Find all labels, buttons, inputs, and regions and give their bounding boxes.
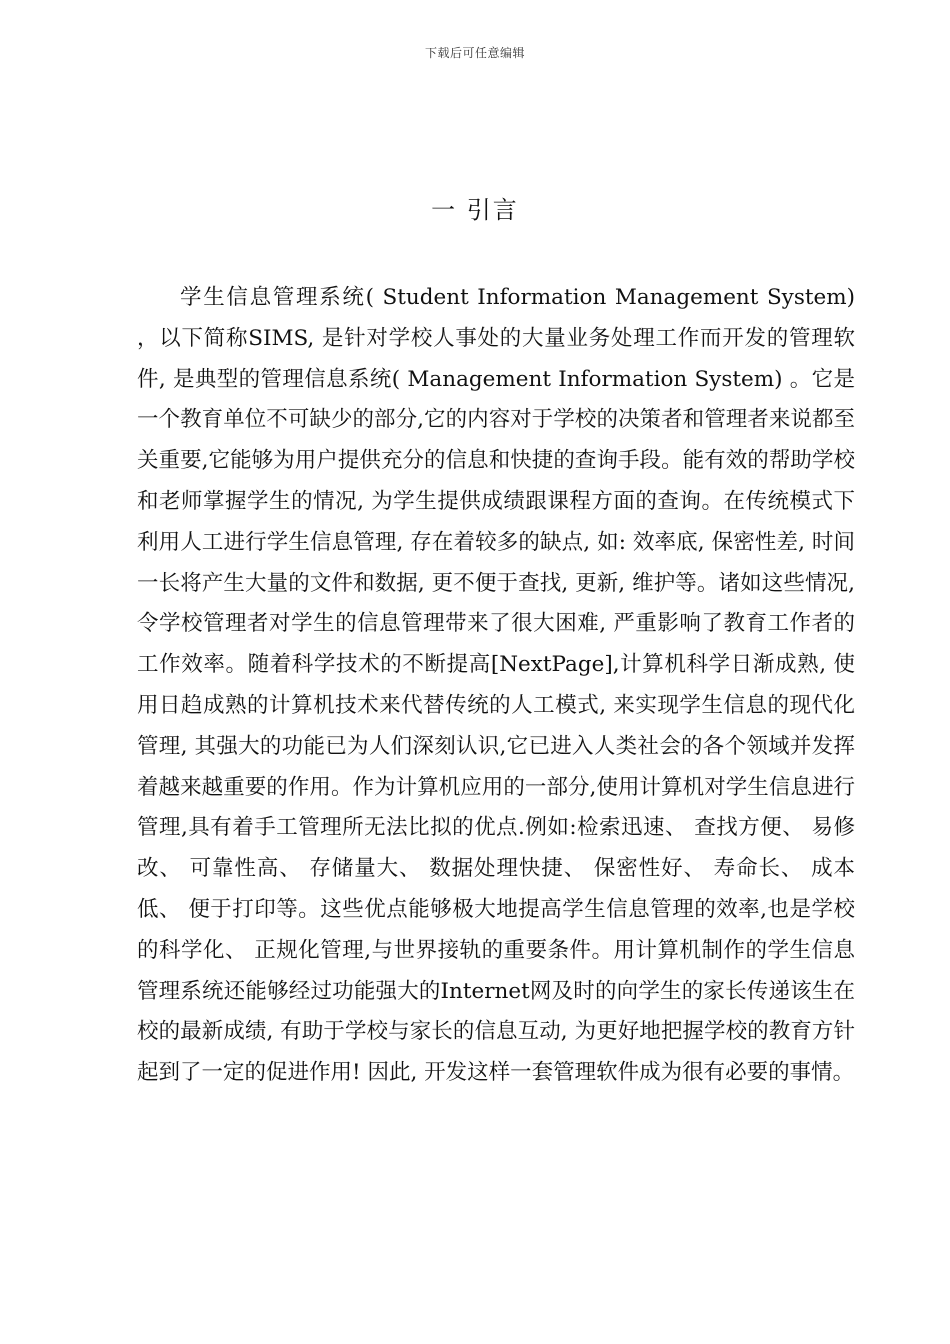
section-title: 一 引言 [431,196,519,224]
header-note: 下载后可任意编辑 [424,46,525,60]
body-paragraph: 学生信息管理系统( Student Information Management System) ，以下简称SIMS, 是针对学校人事处的大量业务处理工作而开发的管理软件, 是典型的管理信息系统( Management Information System) 。它是一个教育单位不可缺少的部分,它的内容对于学校的决策者和管理者来说都至关重要,它能够为用户提供充分的信息和快捷的查询手段。能有效的帮助学校和老师掌握学生的情况, 为学生提供成绩跟课程方面的查询。在传统模式下利用人工进行学生信息管理, 存在着较多的缺点, 如: 效率底, 保密性差, 时间一长将产生大量的文件和数据, 更不便于查找, 更新, 维护等。诸如这些情况, 令学校管理者对学生的信息管理带来了很大困难, 严重影响了教育工作者的工作效率。随着科学技术的不断提高[NextPage],计算机科学日渐成熟, 使用日趋成熟的计算机技术来代替传统的人工模式, 来实现学生信息的现代化管理, 其强大的功能已为人们深刻认识,它已进入人类社会的各个领域并发挥着越来越重要的作用。作为计算机应用的一部分,使用计算机对学生信息进行管理,具有着手工管理所无法比拟的优点.例如:检索迅速、 查找方便、 易修改、 可靠性高、 存储量大、 数据处理快捷、 保密性好、 寿命长、 成本低、 便于打印等。这些优点能够极大地提高学生信息管理的效率,也是学校的科学化、 正规化管理,与世界接轨的重要条件。用计算机制作的学生信息管理系统还能够经过功能强大的Internet网及时的向学生的家长传递该生在校的最新成绩, 有助于学校与家长的信息互动, 为更好地把握学校的教育方针起到了一定的促进作用! 因此, 开发这样一套管理软件成为很有必要的事情。 [137,285,855,1086]
